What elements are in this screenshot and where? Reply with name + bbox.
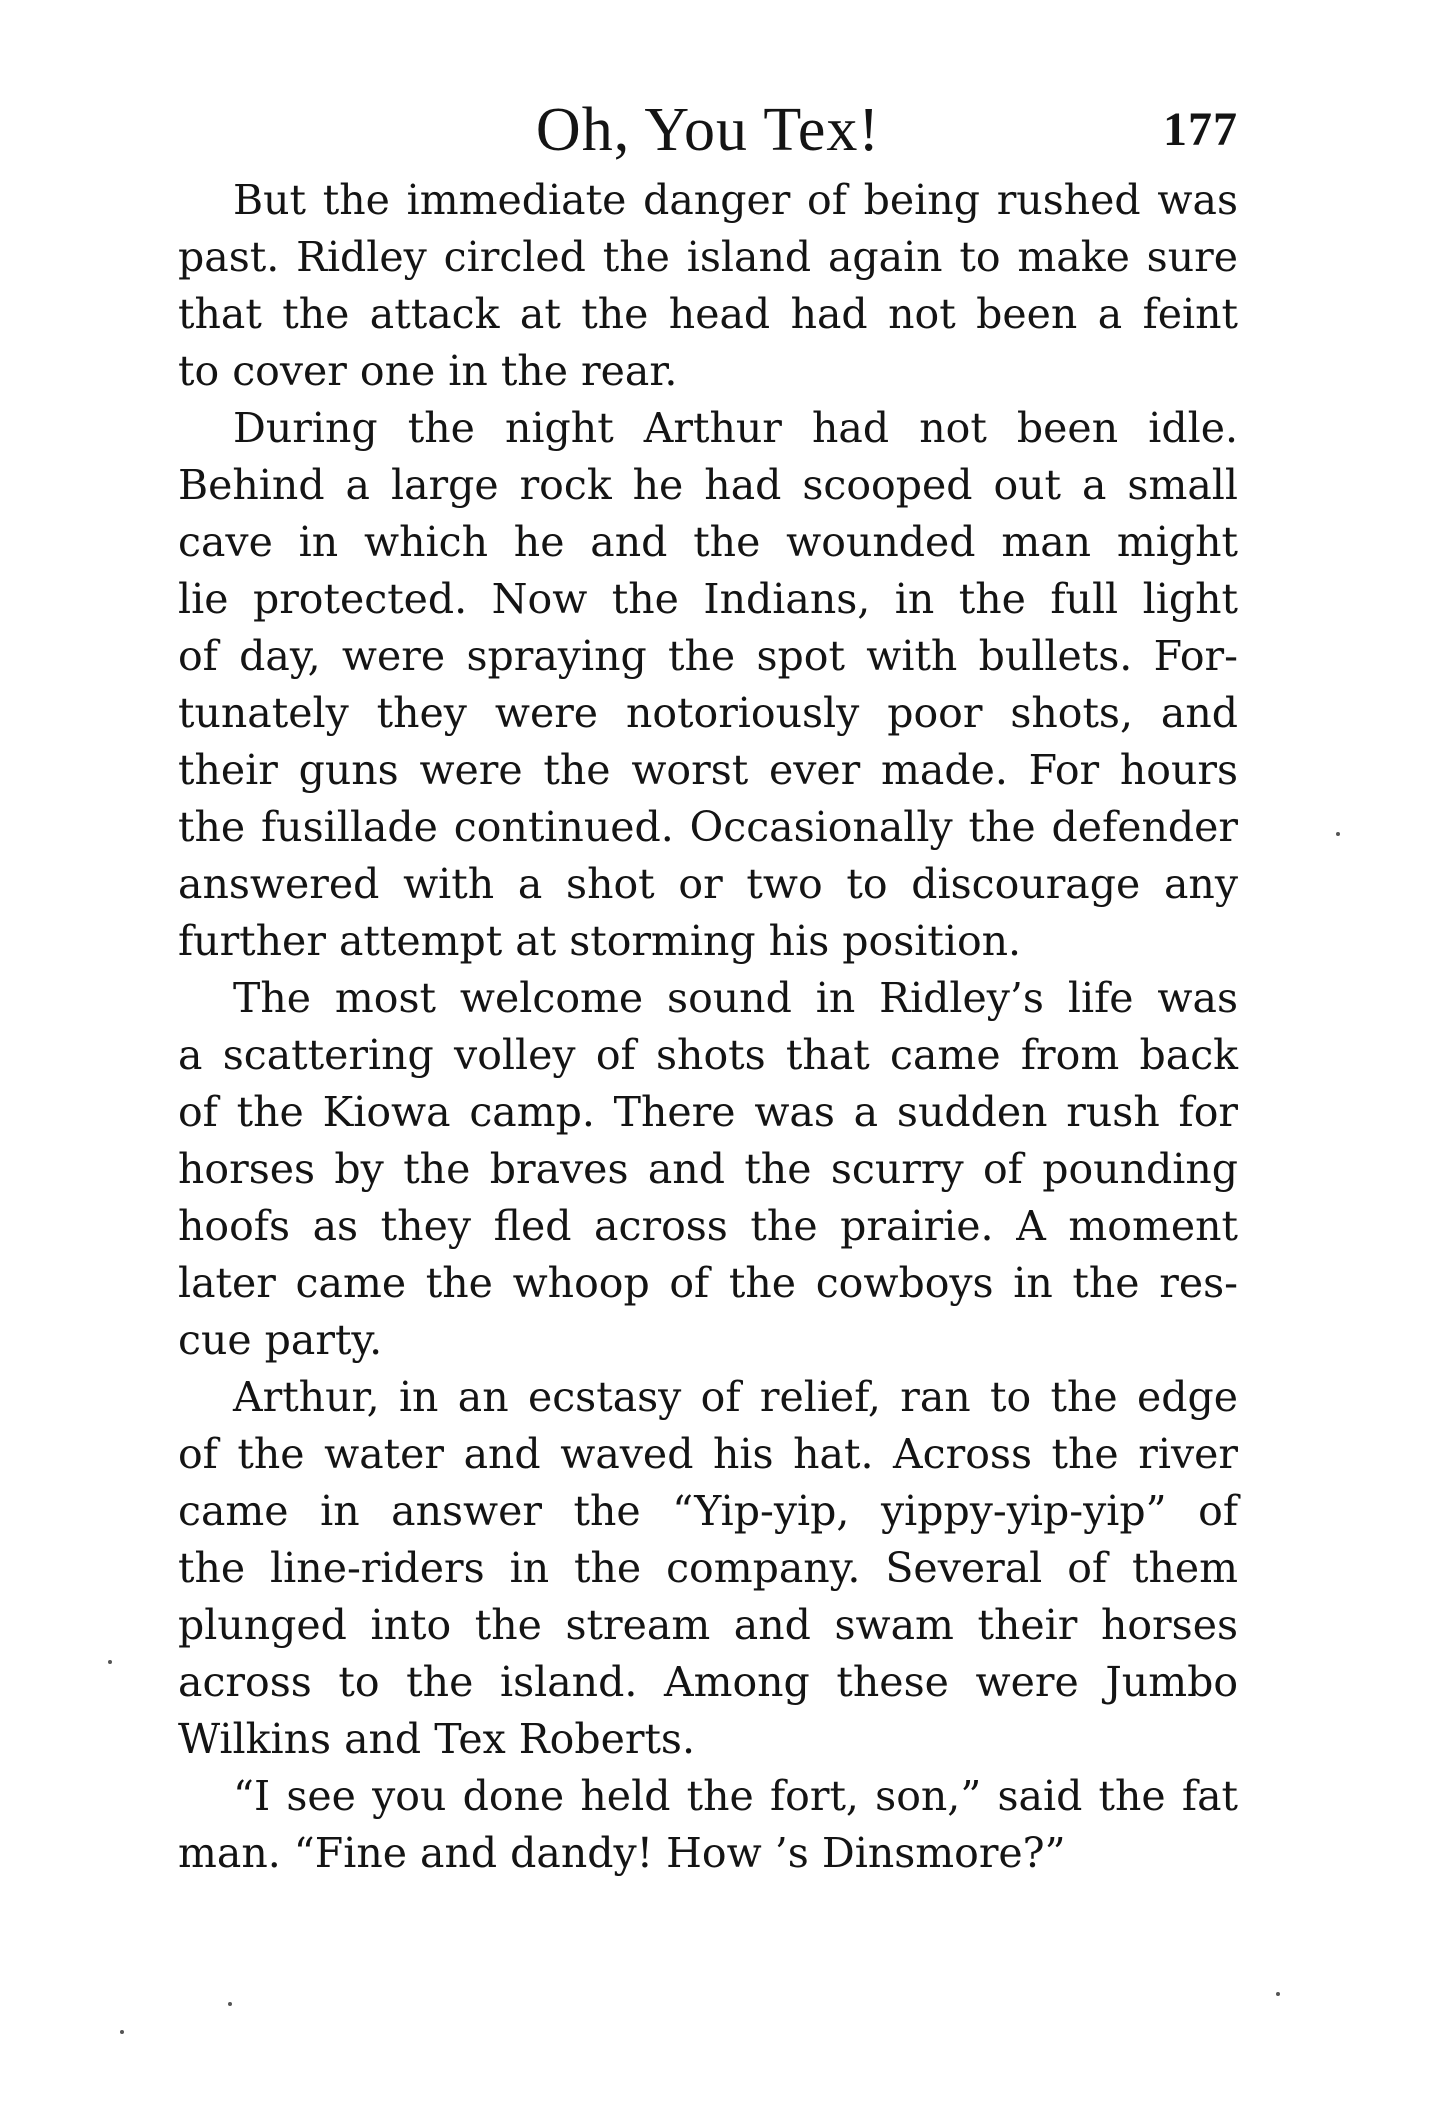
text-line: plunged into the stream and swam their horses [178,1601,1238,1649]
text-line: lie protected. Now the Indians, in the full light [178,575,1238,623]
text-line: further attempt at storming his position. [178,917,1022,965]
text-line: cave in which he and the wounded man might [178,518,1238,566]
scan-speck [1276,1992,1280,1996]
text-line: Wilkins and Tex Roberts. [178,1715,696,1763]
text-line: came in answer the “Yip-yip, yippy-yip-yip” of [178,1487,1238,1535]
scan-speck [228,2002,232,2006]
page-number: 177 [1163,103,1238,156]
running-title: Oh, You Tex! [535,96,881,164]
text-line: But the immediate danger of being rushed was [233,176,1238,224]
text-line: Behind a large rock he had scooped out a small [178,461,1238,509]
text-line: “I see you done held the fort, son,” said the fat [233,1772,1238,1820]
text-line: horses by the braves and the scurry of pounding [178,1145,1238,1193]
text-line: that the attack at the head had not been a feint [178,290,1238,338]
text-line: the line-riders in the company. Several of them [178,1544,1238,1592]
scan-speck [1336,832,1340,836]
text-line: The most welcome sound in Ridley’s life was [233,974,1238,1022]
text-line: later came the whoop of the cowboys in the res- [178,1259,1238,1307]
text-line: of day, were spraying the spot with bullets. For- [178,632,1238,680]
text-line: cue party. [178,1316,383,1364]
text-line: past. Ridley circled the island again to make sure [178,233,1238,281]
text-line: man. “Fine and dandy! How ’s Dinsmore?” [178,1829,1066,1877]
scan-speck [108,1660,112,1664]
scan-speck [120,2030,124,2034]
text-line: hoofs as they fled across the prairie. A moment [178,1202,1238,1250]
text-line: tunately they were notoriously poor shots, and [178,689,1238,737]
text-line: During the night Arthur had not been idle. [233,404,1238,452]
text-line: of the water and waved his hat. Across the river [178,1430,1238,1478]
text-line: the fusillade continued. Occasionally the defender [178,803,1238,851]
text-line: Arthur, in an ecstasy of relief, ran to the edge [233,1373,1238,1421]
text-line: to cover one in the rear. [178,347,678,395]
text-line: answered with a shot or two to discourage any [178,860,1238,908]
page-header [178,90,1238,170]
text-line: across to the island. Among these were Jumbo [178,1658,1238,1706]
body-text [178,172,1238,1882]
text-line: a scattering volley of shots that came from back [178,1031,1238,1079]
text-line: of the Kiowa camp. There was a sudden rush for [178,1088,1238,1136]
text-line: their guns were the worst ever made. For hours [178,746,1238,794]
